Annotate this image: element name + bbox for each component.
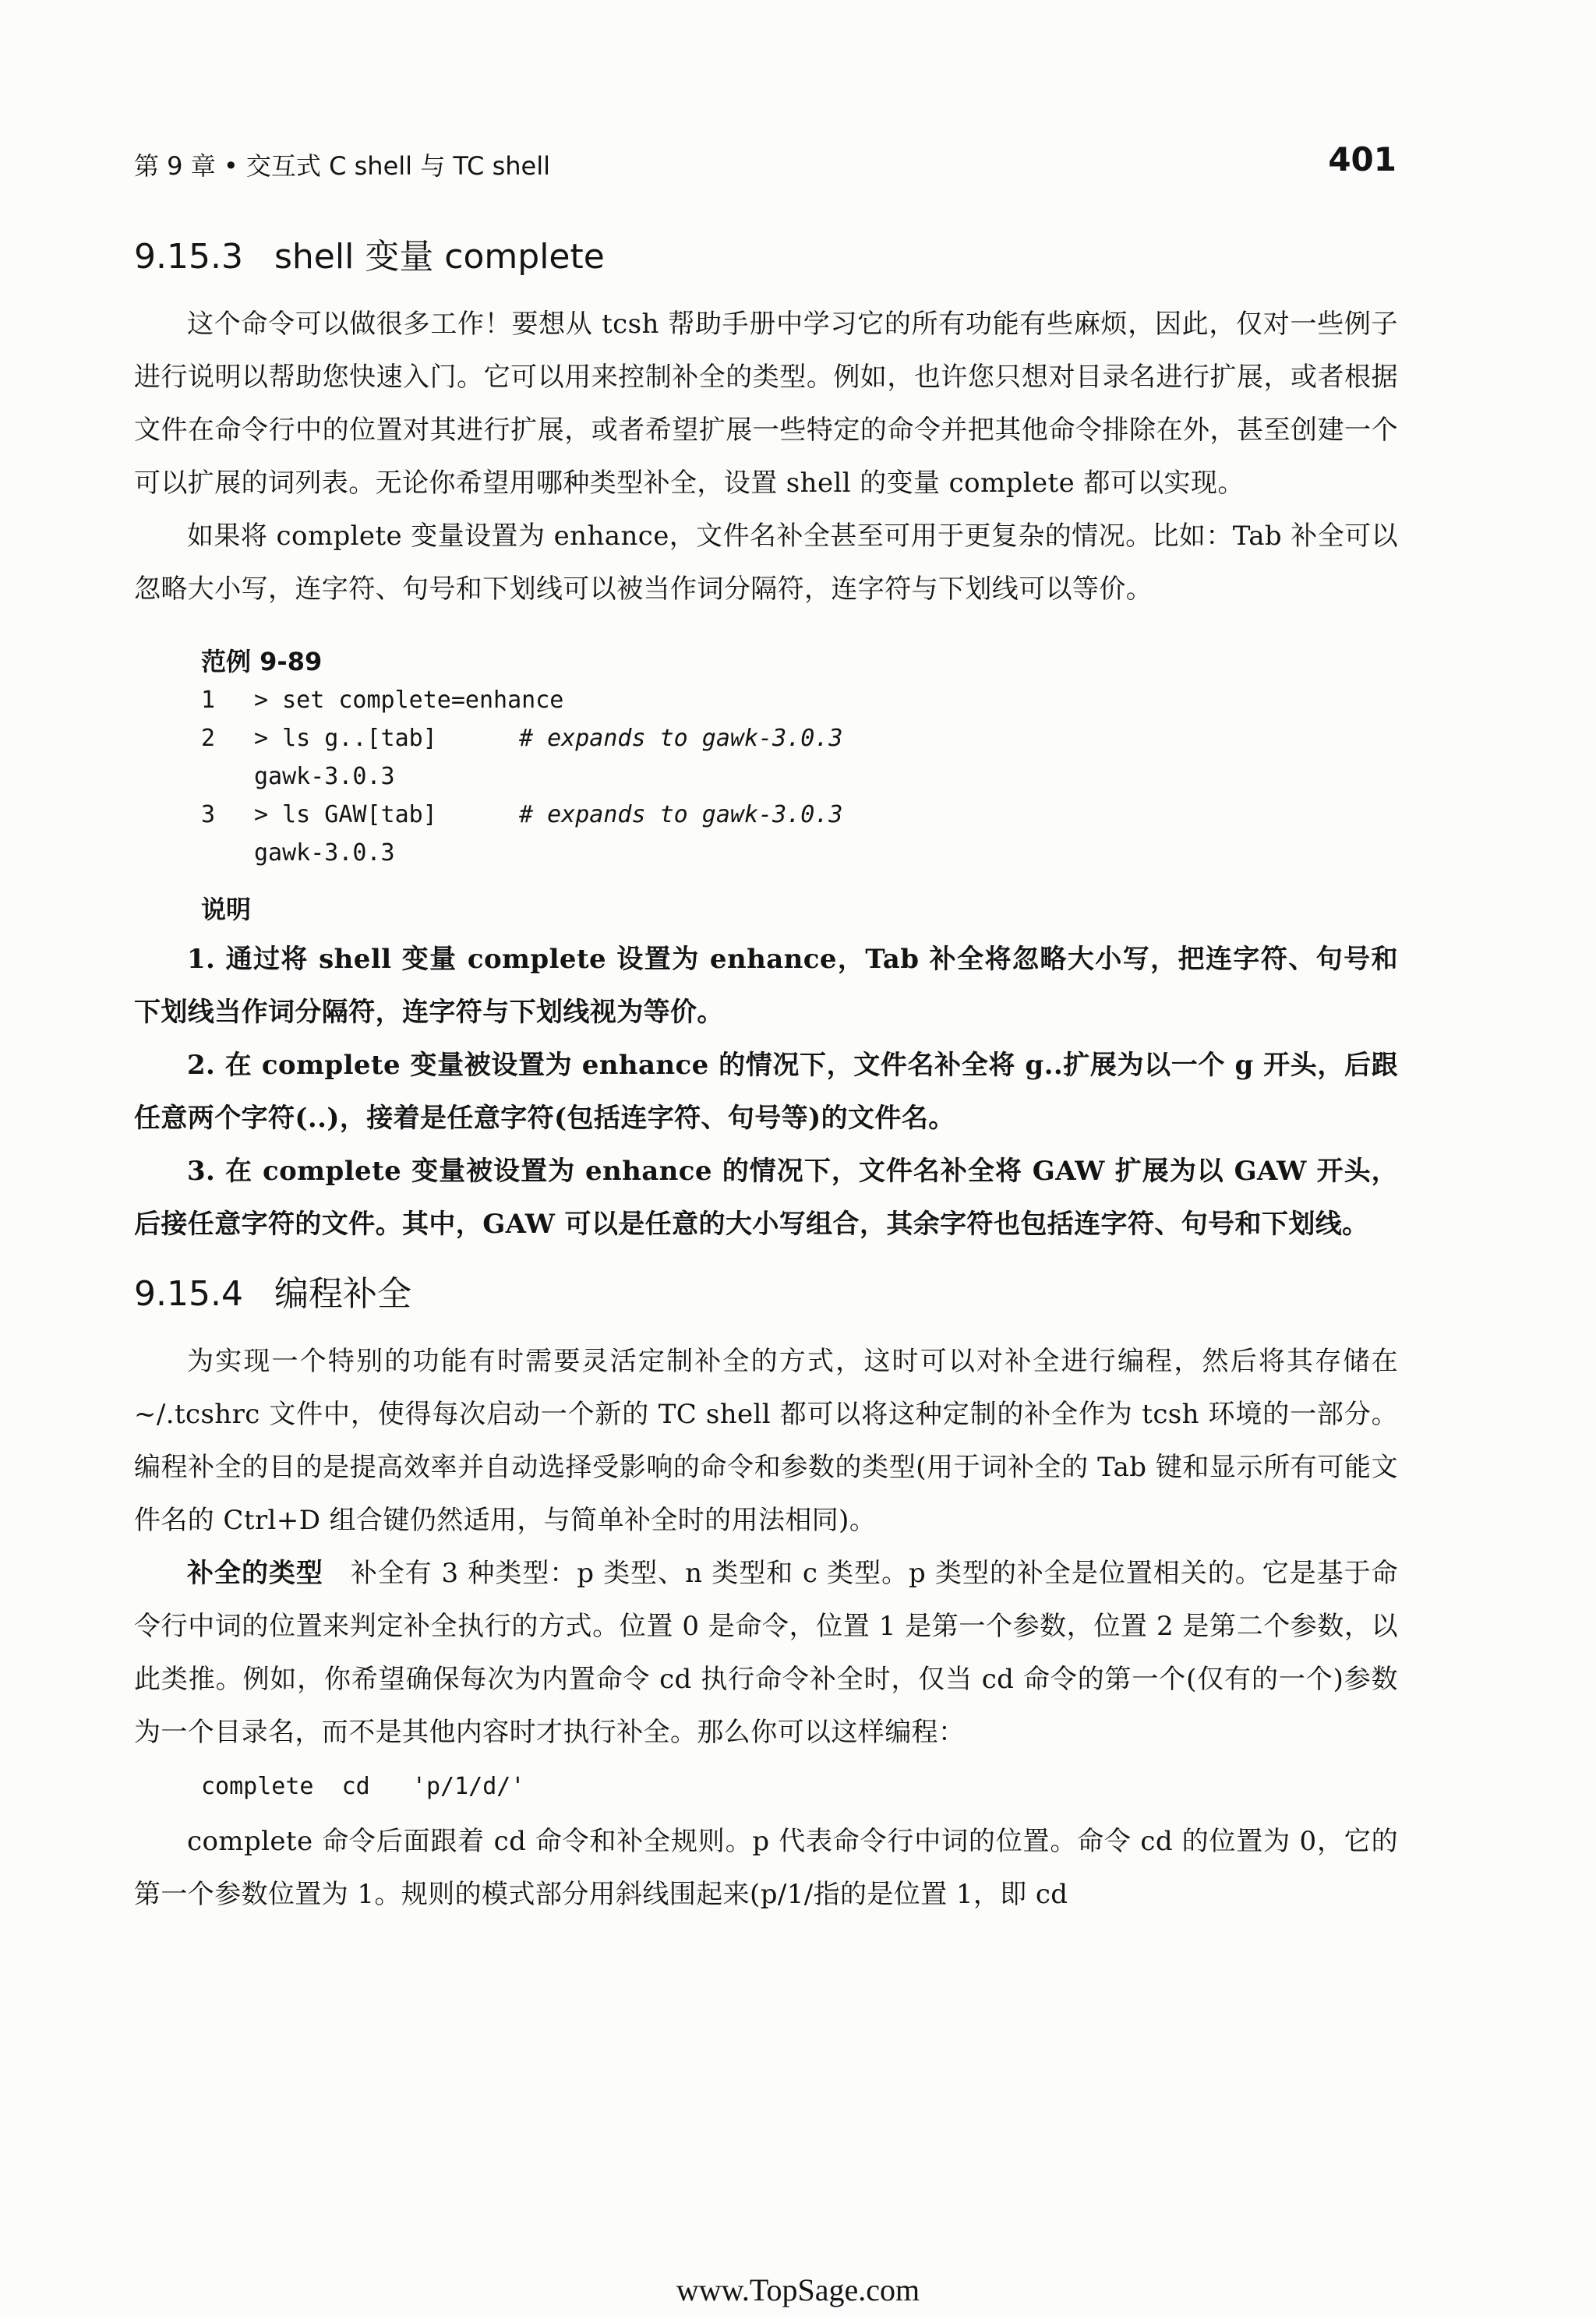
line-number: 2 — [201, 725, 216, 752]
line-number: 1 — [201, 687, 216, 714]
explanation-item: 2. 在 complete 变量被设置为 enhance 的情况下，文件名补全将 g..扩展为以一个 g 开头，后跟任意两个字符(..)，接着是任意字符(包括连字符、句号等)的文件名。 — [134, 1050, 1398, 1134]
chapter-title: 第 9 章 • 交互式 C shell 与 TC shell — [134, 151, 550, 181]
section-heading-9-15-3 — [134, 231, 1398, 284]
page-number: 401 — [1328, 140, 1396, 178]
code-comment: # expands to gawk-3.0.3 — [519, 801, 843, 828]
paragraph — [134, 1547, 1398, 1759]
example-title: 范例 9-89 — [201, 647, 323, 676]
main-content — [134, 231, 1398, 1921]
explanation-block — [134, 886, 1398, 1251]
section-heading-9-15-4 — [134, 1268, 1398, 1321]
code-listing — [201, 681, 1398, 872]
code-output: gawk-3.0.3 — [254, 839, 395, 867]
code-line — [201, 681, 1398, 719]
code-output: gawk-3.0.3 — [254, 763, 395, 790]
section-number: 9.15.3 — [134, 237, 243, 277]
example-block — [134, 642, 1398, 872]
paragraph: complete 命令后面跟着 cd 命令和补全规则。p 代表命令行中词的位置。命令 cd 的位置为 0，它的第一个参数位置为 1。规则的模式部分用斜线围起来(p/1/指的是位置 1，即 cd — [134, 1826, 1398, 1910]
code-text: > ls GAW[tab] — [254, 801, 437, 828]
explanation-item: 1. 通过将 shell 变量 complete 设置为 enhance，Tab 补全将忽略大小写，把连字符、句号和下划线当作词分隔符，连字符与下划线视为等价。 — [134, 944, 1398, 1028]
code-line — [201, 719, 1398, 757]
code-line — [201, 796, 1398, 834]
line-number: 3 — [201, 801, 216, 828]
code-text: > set complete=enhance — [254, 687, 564, 714]
run-in-heading: 补全的类型 — [187, 1558, 323, 1589]
section-title: shell 变量 complete — [274, 237, 605, 277]
code-snippet: complete cd 'p/1/d/' — [201, 1773, 525, 1800]
section-number: 9.15.4 — [134, 1274, 243, 1314]
paragraph: 这个命令可以做很多工作！要想从 tcsh 帮助手册中学习它的所有功能有些麻烦，因此，仅对一些例子进行说明以帮助您快速入门。它可以用来控制补全的类型。例如，也许您只想对目录名进行扩展，或者根据文件在命令行中的位置对其进行扩展，或者希望扩展一些特定的命令并把其他命令排除在外，甚至创建一个可以扩展的词列表。无论你希望用哪种类型补全，设置 shell 的变量 complete 都可以实现。 — [134, 309, 1398, 499]
paragraph: 如果将 complete 变量设置为 enhance，文件名补全甚至可用于更复杂的情况。比如：Tab 补全可以忽略大小写，连字符、句号和下划线可以被当作词分隔符，连字符与下划线可以等价。 — [134, 521, 1398, 605]
footer-url: www.TopSage.com — [676, 2272, 920, 2307]
section-title: 编程补全 — [274, 1274, 411, 1314]
explanation-item: 3. 在 complete 变量被设置为 enhance 的情况下，文件名补全将 GAW 扩展为以 GAW 开头，后接任意字符的文件。其中，GAW 可以是任意的大小写组合，其余字符也包括连字符、句号和下划线。 — [134, 1156, 1398, 1240]
code-text: > ls g..[tab] — [254, 725, 437, 752]
paragraph: 为实现一个特别的功能有时需要灵活定制补全的方式，这时可以对补全进行编程，然后将其存储在~/.tcshrc 文件中，使得每次启动一个新的 TC shell 都可以将这种定制的补全作为 tcsh 环境的一部分。编程补全的目的是提高效率并自动选择受影响的命令和参数的类型(用于词补全的 Tab 键和显示所有可能文件名的 Ctrl+D 组合键仍然适用，与简单补全时的用法相同)。 — [134, 1346, 1398, 1536]
code-comment: # expands to gawk-3.0.3 — [519, 725, 843, 752]
explanation-title: 说明 — [201, 895, 252, 924]
paragraph-body: 补全有 3 种类型：p 类型、n 类型和 c 类型。p 类型的补全是位置相关的。它是基于命令行中词的位置来判定补全执行的方式。位置 0 是命令，位置 1 是第一个参数，位置 2 是第二个参数，以此类推。例如，你希望确保每次为内置命令 cd 执行命令补全时，仅当 cd 命令的第一个(仅有的一个)参数为一个目录名，而不是其他内容时才执行补全。那么你可以这样编程： — [134, 1558, 1398, 1748]
running-header — [134, 140, 1396, 187]
